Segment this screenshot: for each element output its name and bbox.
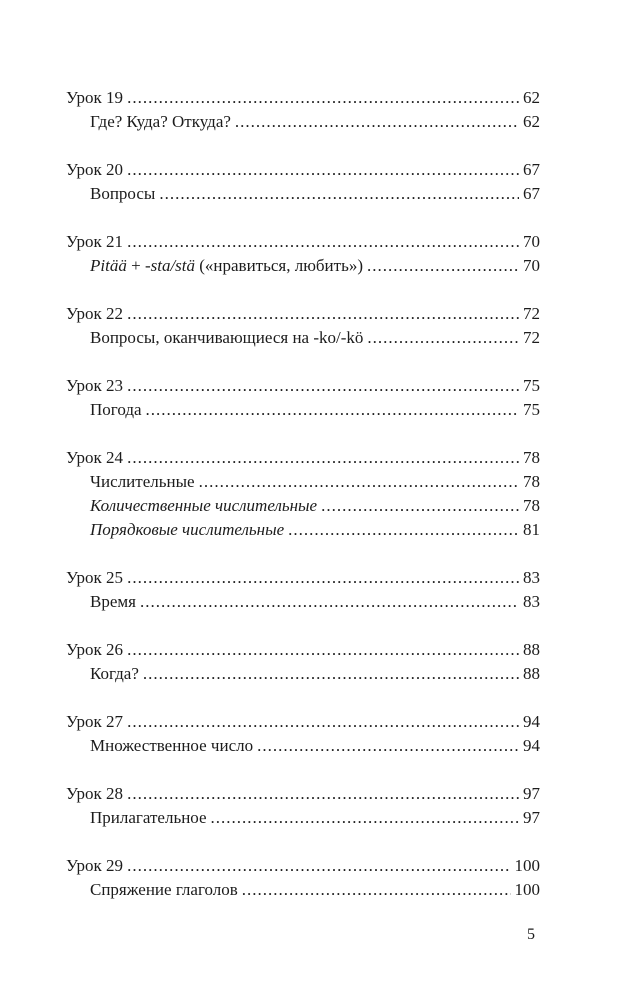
toc-subentry bbox=[66, 806, 540, 830]
entry-page-number: 100 bbox=[514, 856, 540, 875]
entry-page-number: 75 bbox=[523, 376, 540, 395]
entry-title bbox=[66, 782, 123, 806]
entry-title bbox=[90, 470, 195, 494]
toc-subentry bbox=[66, 326, 540, 350]
toc-subentry bbox=[66, 182, 540, 206]
title-segment: Погода bbox=[90, 400, 142, 419]
title-segment: Множественное число bbox=[90, 736, 254, 755]
entry-page-number: 88 bbox=[523, 664, 540, 683]
title-segment: Числительные bbox=[90, 472, 195, 491]
toc-lesson-group bbox=[66, 158, 540, 206]
page-number: 5 bbox=[527, 926, 535, 943]
title-segment: Порядковые числительные bbox=[90, 520, 285, 539]
entry-title bbox=[90, 110, 231, 134]
entry-title bbox=[66, 566, 123, 590]
toc-lesson-group bbox=[66, 302, 540, 350]
title-segment: -sta/stä bbox=[144, 256, 195, 275]
toc-lesson-group bbox=[66, 710, 540, 758]
entry-title bbox=[90, 518, 284, 542]
entry-page-number: 75 bbox=[523, 400, 540, 419]
entry-title bbox=[90, 878, 238, 902]
toc-lesson-entry bbox=[66, 86, 540, 110]
entry-page-number: 78 bbox=[523, 472, 540, 491]
dot-leader bbox=[146, 398, 519, 422]
title-segment: Время bbox=[90, 592, 136, 611]
dot-leader bbox=[127, 446, 519, 470]
entry-title bbox=[66, 230, 123, 254]
title-segment: Урок 26 bbox=[66, 640, 124, 659]
entry-page-number: 78 bbox=[523, 448, 540, 467]
title-segment: Pitää bbox=[90, 256, 127, 275]
entry-page-number: 72 bbox=[523, 304, 540, 323]
toc-subentry bbox=[66, 398, 540, 422]
toc-lesson-group bbox=[66, 86, 540, 134]
toc-subentry bbox=[66, 494, 540, 518]
entry-page-number: 72 bbox=[523, 328, 540, 347]
title-segment: Урок 24 bbox=[66, 448, 124, 467]
entry-page-number: 62 bbox=[523, 88, 540, 107]
toc-lesson-group bbox=[66, 566, 540, 614]
toc-lesson-group bbox=[66, 446, 540, 542]
toc-subentry bbox=[66, 662, 540, 686]
entry-page-number: 88 bbox=[523, 640, 540, 659]
entry-page-number: 78 bbox=[523, 496, 540, 515]
dot-leader bbox=[199, 470, 519, 494]
title-segment: Урок 20 bbox=[66, 160, 124, 179]
dot-leader bbox=[127, 638, 519, 662]
toc-subentry bbox=[66, 878, 540, 902]
title-segment: Количественные числительные bbox=[90, 496, 318, 515]
entry-title bbox=[66, 86, 123, 110]
title-segment: + bbox=[126, 256, 145, 275]
dot-leader bbox=[321, 494, 519, 518]
entry-page-number: 97 bbox=[523, 784, 540, 803]
dot-leader bbox=[127, 710, 519, 734]
title-segment: Урок 25 bbox=[66, 568, 124, 587]
title-segment: Урок 22 bbox=[66, 304, 124, 323]
toc-lesson-entry bbox=[66, 446, 540, 470]
title-segment: («нравиться, любить») bbox=[195, 256, 363, 275]
dot-leader bbox=[127, 86, 519, 110]
entry-page-number: 100 bbox=[514, 880, 540, 899]
toc-lesson-entry bbox=[66, 854, 540, 878]
entry-title bbox=[90, 254, 363, 278]
entry-title bbox=[66, 158, 123, 182]
dot-leader bbox=[288, 518, 519, 542]
dot-leader bbox=[127, 374, 519, 398]
entry-title bbox=[66, 374, 123, 398]
toc-subentry bbox=[66, 110, 540, 134]
dot-leader bbox=[127, 158, 519, 182]
entry-title bbox=[90, 326, 363, 350]
toc-lesson-entry bbox=[66, 710, 540, 734]
entry-page-number: 83 bbox=[523, 568, 540, 587]
toc-subentry bbox=[66, 590, 540, 614]
entry-page-number: 97 bbox=[523, 808, 540, 827]
toc-lesson-entry bbox=[66, 158, 540, 182]
entry-page-number: 62 bbox=[523, 112, 540, 131]
entry-title bbox=[90, 398, 142, 422]
entry-title bbox=[66, 710, 123, 734]
entry-title bbox=[66, 446, 123, 470]
title-segment: Вопросы bbox=[90, 184, 156, 203]
toc-lesson-entry bbox=[66, 302, 540, 326]
dot-leader bbox=[143, 662, 519, 686]
entry-title bbox=[66, 302, 123, 326]
entry-title bbox=[90, 734, 253, 758]
entry-title bbox=[66, 638, 123, 662]
entry-page-number: 67 bbox=[523, 184, 540, 203]
dot-leader bbox=[367, 326, 519, 350]
entry-title bbox=[90, 662, 139, 686]
dot-leader bbox=[242, 878, 511, 902]
title-segment: Урок 29 bbox=[66, 856, 124, 875]
title-segment: Когда? bbox=[90, 664, 139, 683]
dot-leader bbox=[211, 806, 519, 830]
title-segment: Урок 27 bbox=[66, 712, 124, 731]
toc-lesson-group bbox=[66, 230, 540, 278]
entry-page-number: 70 bbox=[523, 232, 540, 251]
toc-subentry bbox=[66, 254, 540, 278]
title-segment: Урок 23 bbox=[66, 376, 124, 395]
dot-leader bbox=[140, 590, 519, 614]
entry-title bbox=[90, 182, 155, 206]
toc-lesson-group bbox=[66, 638, 540, 686]
entry-title bbox=[90, 806, 207, 830]
dot-leader bbox=[257, 734, 519, 758]
toc-lesson-group bbox=[66, 854, 540, 902]
entry-page-number: 94 bbox=[523, 712, 540, 731]
toc-lesson-group bbox=[66, 374, 540, 422]
table-of-contents bbox=[66, 86, 540, 926]
entry-page-number: 81 bbox=[523, 520, 540, 539]
dot-leader bbox=[127, 302, 519, 326]
entry-page-number: 70 bbox=[523, 256, 540, 275]
entry-page-number: 94 bbox=[523, 736, 540, 755]
title-segment: Прилагательное bbox=[90, 808, 207, 827]
entry-page-number: 67 bbox=[523, 160, 540, 179]
entry-title bbox=[90, 590, 136, 614]
toc-lesson-group bbox=[66, 782, 540, 830]
entry-title bbox=[66, 854, 123, 878]
dot-leader bbox=[127, 230, 519, 254]
title-segment: Где? Куда? Откуда? bbox=[90, 112, 231, 131]
dot-leader bbox=[127, 782, 519, 806]
dot-leader bbox=[367, 254, 519, 278]
dot-leader bbox=[159, 182, 519, 206]
dot-leader bbox=[127, 854, 510, 878]
entry-title bbox=[90, 494, 317, 518]
toc-lesson-entry bbox=[66, 374, 540, 398]
toc-subentry bbox=[66, 470, 540, 494]
toc-lesson-entry bbox=[66, 230, 540, 254]
title-segment: Вопросы, оканчивающиеся на -ko/-kö bbox=[90, 328, 364, 347]
dot-leader bbox=[235, 110, 519, 134]
toc-subentry bbox=[66, 518, 540, 542]
toc-lesson-entry bbox=[66, 638, 540, 662]
title-segment: Спряжение глаголов bbox=[90, 880, 238, 899]
title-segment: Урок 28 bbox=[66, 784, 124, 803]
dot-leader bbox=[127, 566, 519, 590]
title-segment: Урок 21 bbox=[66, 232, 124, 251]
title-segment: Урок 19 bbox=[66, 88, 124, 107]
toc-subentry bbox=[66, 734, 540, 758]
toc-lesson-entry bbox=[66, 782, 540, 806]
toc-lesson-entry bbox=[66, 566, 540, 590]
entry-page-number: 83 bbox=[523, 592, 540, 611]
